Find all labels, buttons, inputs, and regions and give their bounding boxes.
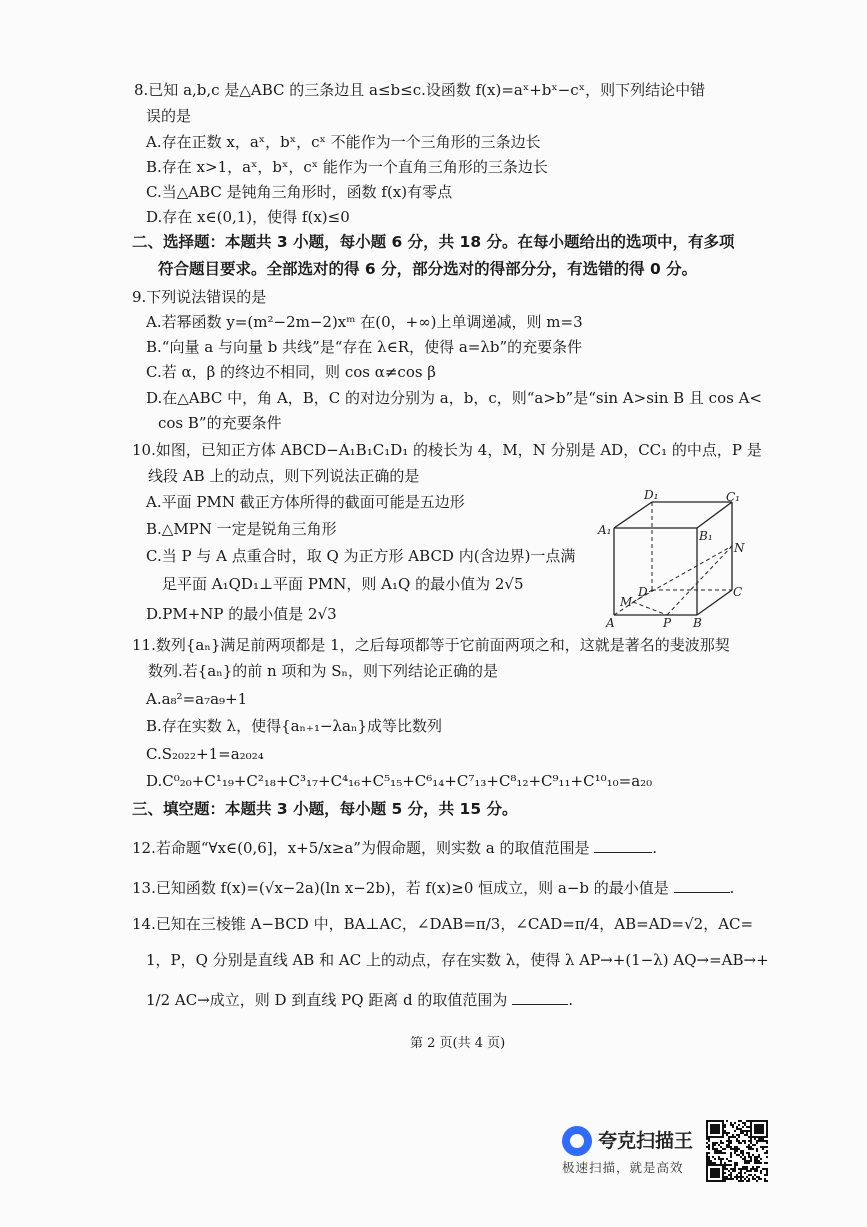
q10-stem-line2: 线段 AB 上的动点，则下列说法正确的是	[148, 467, 420, 485]
scanner-brand	[562, 1124, 704, 1180]
page-footer: 第 2 页(共 4 页)	[410, 1036, 506, 1051]
q10-stem-line1: 10.如图，已知正方体 ABCD−A₁B₁C₁D₁ 的棱长为 4，M，N 分别是 AD，CC₁ 的中点，P 是	[132, 441, 762, 459]
q8-option-b: B.存在 x>1，aˣ，bˣ，cˣ 能作为一个直角三角形的三条边长	[146, 158, 548, 176]
q9-option-d-line2: cos B”的充要条件	[158, 414, 282, 432]
label-b: B	[693, 616, 702, 628]
q9-option-d-line1: D.在△ABC 中，角 A，B，C 的对边分别为 a，b，c，则“a>b”是“sin A>sin B 且 cos A<	[146, 389, 762, 407]
qr-code-icon	[706, 1120, 768, 1182]
q14-stem-line2: 1，P，Q 分别是直线 AB 和 AC 上的动点，存在实数 λ，使得 λ AP→+(1−λ) AQ→=AB→+	[146, 951, 769, 969]
q9-stem: 9.下列说法错误的是	[132, 288, 267, 306]
q8-option-a: A.存在正数 x，aˣ，bˣ，cˣ 不能作为一个三角形的三条边长	[146, 133, 541, 151]
label-d1: D₁	[644, 488, 659, 502]
label-m: M	[620, 595, 633, 609]
brand-name: 夸克扫描王	[598, 1130, 694, 1152]
q13-stem: 13.已知函数 f(x)=(√x−2a)(ln x−2b)，若 f(x)≥0 恒成立，则 a−b 的最小值是 .	[132, 879, 735, 897]
q10-option-b: B.△MPN 一定是锐角三角形	[146, 520, 337, 538]
label-d: D	[638, 585, 648, 599]
q10-option-c-line1: C.当 P 与 A 点重合时，取 Q 为正方形 ABCD 内(含边界)一点满	[146, 547, 576, 565]
q10-option-c-line2: 足平面 A₁QD₁⊥平面 PMN，则 A₁Q 的最小值为 2√5	[162, 575, 524, 593]
q9-option-a: A.若幂函数 y=(m²−2m−2)xᵐ 在(0，+∞)上单调递减，则 m=3	[146, 313, 583, 331]
q11-option-d: D.C⁰₂₀+C¹₁₉+C²₁₈+C³₁₇+C⁴₁₆+C⁵₁₅+C⁶₁₄+C⁷₁₃+C⁸₁₂+C⁹₁₁+C¹⁰₁₀=a₂₀	[146, 772, 653, 790]
q11-option-b: B.存在实数 λ，使得{aₙ₊₁−λaₙ}成等比数列	[146, 717, 443, 735]
label-c1: C₁	[726, 490, 740, 504]
section-3-heading: 三、填空题：本题共 3 小题，每小题 5 分，共 15 分。	[132, 800, 518, 818]
q9-option-b: B.“向量 a 与向量 b 共线”是“存在 λ∈R，使得 a=λb”的充要条件	[146, 338, 583, 356]
q11-stem-line2: 数列.若{aₙ}的前 n 项和为 Sₙ，则下列结论正确的是	[148, 662, 499, 680]
q8-option-c: C.当△ABC 是钝角三角形时，函数 f(x)有零点	[146, 183, 453, 201]
q12-stem: 12.若命题“∀x∈(0,6]，x+5/x≥a”为假命题，则实数 a 的取值范围是 .	[132, 839, 658, 857]
section-2-heading-line2: 符合题目要求。全部选对的得 6 分，部分选对的得部分分，有选错的得 0 分。	[158, 260, 698, 278]
q14-stem-line3: 1/2 AC→成立，则 D 到直线 PQ 距离 d 的取值范围为 .	[146, 991, 573, 1009]
label-c: C	[733, 585, 743, 599]
q14-stem-line1: 14.已知在三棱锥 A−BCD 中，BA⊥AC，∠DAB=π/3，∠CAD=π/4，AB=AD=√2，AC=	[132, 915, 754, 933]
label-p: P	[663, 616, 672, 628]
label-a1: A₁	[598, 523, 612, 537]
q11-option-c: C.S₂₀₂₂+1=a₂₀₂₄	[146, 745, 264, 763]
q8-stem-line1: 8.已知 a,b,c 是△ABC 的三条边且 a≤b≤c.设函数 f(x)=aˣ+bˣ−cˣ，则下列结论中错	[134, 81, 706, 99]
q11-option-a: A.a₈²=a₇a₉+1	[146, 690, 248, 708]
q9-option-c: C.若 α，β 的终边不相同，则 cos α≠cos β	[146, 363, 436, 381]
label-a: A	[606, 616, 615, 628]
q8-stem-line2: 误的是	[146, 107, 192, 125]
q13-answer-blank[interactable]	[674, 878, 730, 893]
q8-option-d: D.存在 x∈(0,1)，使得 f(x)≤0	[146, 208, 350, 226]
q10-option-a: A.平面 PMN 截正方体所得的截面可能是五边形	[146, 493, 465, 511]
q12-answer-blank[interactable]	[594, 838, 652, 853]
section-2-heading-line1: 二、选择题：本题共 3 小题，每小题 6 分，共 18 分。在每小题给出的选项中，有多项	[132, 233, 735, 251]
q11-stem-line1: 11.数列{aₙ}满足前两项都是 1，之后每项都等于它前面两项之和，这就是著名的斐波那契	[132, 636, 730, 654]
brand-logo-icon	[562, 1126, 592, 1156]
cube-figure	[592, 488, 762, 628]
q14-answer-blank[interactable]	[512, 990, 568, 1005]
label-b1: B₁	[699, 529, 713, 543]
q10-option-d: D.PM+NP 的最小值是 2√3	[146, 605, 337, 623]
brand-tagline: 极速扫描，就是高效	[562, 1160, 684, 1175]
label-n: N	[734, 541, 745, 555]
